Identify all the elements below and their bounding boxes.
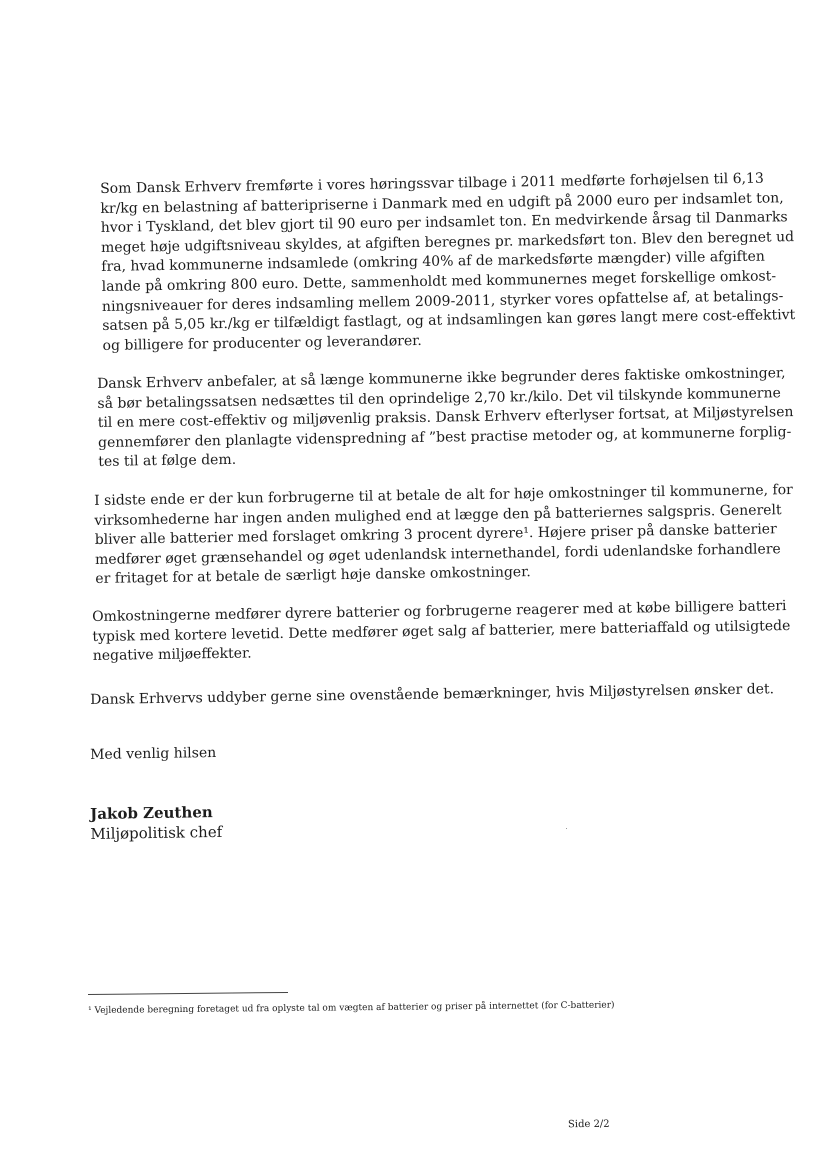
text-line: meget høje udgiftsniveau skyldes, at afgiften beregnes pr. markedsført ton. Blev den beregnet ud bbox=[100, 228, 795, 256]
page-number: Side 2/2 bbox=[567, 1118, 610, 1131]
paragraph-3 bbox=[94, 482, 793, 590]
text-line: Omkostningerne medfører dyrere batterier og forbrugerne reagerer med at købe billigere batteri bbox=[92, 598, 787, 625]
paragraph-5 bbox=[90, 681, 775, 711]
text-line: tes til at følge dem. bbox=[98, 452, 237, 471]
paragraph-4 bbox=[92, 598, 791, 667]
text-line: kr/kg en belastning af batteripriserne i Danmark med en udgift på 2000 euro per indsamlet ton, bbox=[100, 189, 784, 217]
signatory-name: Jakob Zeuthen bbox=[90, 803, 213, 823]
text-line: bliver alle batterier med forslaget omkring 3 procent dyrere¹. Højere priser på danske batterier bbox=[94, 521, 777, 549]
text-line: I sidste ende er der kun forbrugerne til at betale de alt for høje omkostninger til kommunerne, for bbox=[94, 482, 793, 509]
scan-speck bbox=[566, 828, 567, 829]
paragraph-1 bbox=[100, 170, 796, 356]
text-line: typisk med kortere levetid. Dette medfører øget salg af batterier, mere batteriaffald og utilsigtede bbox=[92, 617, 791, 645]
closing-salutation bbox=[90, 736, 730, 766]
text-line: og billigere for producenter og leverandører. bbox=[102, 332, 422, 354]
text-line: medfører øget grænsehandel og øget udenlandsk internethandel, fordi udenlandske forhandlere bbox=[94, 541, 781, 568]
text-line: Som Dansk Erhverv fremførte i vores høringssvar tilbage i 2011 medførte forhøjelsen til 6,13 bbox=[100, 170, 764, 197]
paragraph-2 bbox=[97, 365, 794, 473]
signatory-title: Miljøpolitisk chef bbox=[90, 822, 223, 843]
text-line: ningsniveauer for deres indsamling mellem 2009-2011, styrker vores opfattelse af, at betalings- bbox=[101, 287, 784, 315]
text-line: hvor i Tyskland, det blev gjort til 90 euro per indsamlet ton. En medvirkende årsag til Danmarks bbox=[100, 209, 788, 237]
text-line: til en mere cost-effektiv og miljøvenlig praksis. Dansk Erhverv efterlyser fortsat, at Miljøstyrelsen bbox=[97, 404, 794, 432]
text-line: så bør betalingssatsen nedsættes til den oprindelige 2,70 kr./kilo. Det vil tilskynde kommunerne bbox=[97, 384, 781, 412]
signature-block bbox=[90, 802, 222, 844]
footnote: ¹ Vejledende beregning foretaget ud fra oplyste tal om vægten af batterier og priser på internettet (for C-batterier) bbox=[88, 1000, 615, 1016]
text-line: Dansk Erhvervs uddyber gerne sine ovenstående bemærkninger, hvis Miljøstyrelsen ønsker det. bbox=[90, 681, 775, 708]
closing-text: Med venlig hilsen bbox=[90, 745, 217, 763]
text-line: negative miljøeffekter. bbox=[92, 645, 252, 665]
text-line: Dansk Erhverv anbefaler, at så længe kommunerne ikke begrunder deres faktiske omkostninger, bbox=[97, 365, 786, 392]
text-line: lande på omkring 800 euro. Dette, sammenholdt med kommunernes meget forskellige omkost- bbox=[101, 268, 777, 295]
text-line: satsen på 5,05 kr./kg er tilfældigt fastlagt, og at indsamlingen kan gøres langt mere cost-effektivt bbox=[102, 307, 796, 335]
text-line: gennemfører den planlagte videnspredning af ”best practise metoder og, at kommunerne forplig- bbox=[97, 423, 792, 451]
text-line: virksomhederne har ingen anden mulighed end at lægge den på batteriernes salgspris. Generelt bbox=[94, 501, 782, 529]
text-line: er fritaget for at betale de særligt høje danske omkostninger. bbox=[95, 564, 531, 588]
footnote-divider bbox=[88, 992, 288, 995]
text-line: fra, hvad kommunerne indsamlede (omkring 40% af de markedsførte mængder) ville afgiften bbox=[101, 248, 765, 276]
